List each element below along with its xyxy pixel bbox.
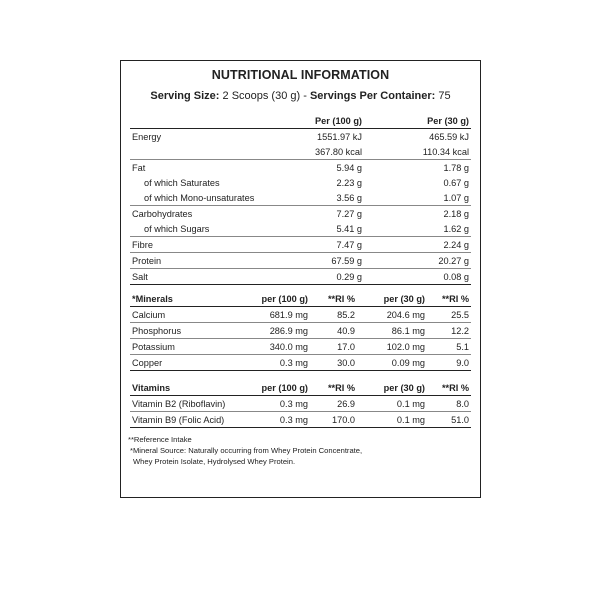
nutrient-name [130,144,260,160]
nutrient-name: Protein [130,253,260,269]
nutrition-header-cell [130,113,260,129]
table-row [130,323,471,339]
vitamins-header-cell: **RI % [310,380,357,396]
ri-percent-30g: 5.1 [427,339,471,355]
item-name: Phosphorus [130,323,244,339]
value-per-30g: 0.67 g [443,177,469,188]
item-name: Vitamin B9 (Folic Acid) [130,412,244,428]
vitamins-header-cell: per (30 g) [357,380,427,396]
item-name: Copper [130,355,244,371]
nutrient-name: Salt [130,269,260,285]
value-per-100g: 7.27 g [336,208,362,219]
minerals-header-cell: per (30 g) [357,291,427,307]
footnote-reference-intake: **Reference Intake [128,435,192,444]
table-row [130,221,471,237]
value-per-30g: 20.27 g [364,253,471,269]
nutrient-name: of which Saturates [144,177,220,188]
ri-percent-30g: 51.0 [427,412,471,428]
value-per-100g: 5.41 g [260,221,364,237]
value-per-100g: 286.9 mg [244,323,310,339]
value-per-100g: 5.94 g [336,162,362,173]
value-per-100g: 2.23 g [336,177,362,188]
table-row [130,396,471,412]
vitamins-header-cell: **RI % [427,380,471,396]
table-row [130,253,471,269]
table-row [130,412,471,428]
value-per-30g: 110.34 kcal [364,144,471,160]
value-per-100g: 7.47 g [260,237,364,253]
table-row [130,237,471,253]
value-per-100g: 681.9 mg [244,307,310,323]
value-per-100g: 0.29 g [260,269,364,285]
item-name: Vitamin B2 (Riboflavin) [130,396,244,412]
table-row [130,175,471,190]
table-row [130,355,471,371]
nutrition-header-cell: Per (30 g) [364,113,471,129]
item-name: Calcium [130,307,244,323]
value-per-100g: 67.59 g [260,253,364,269]
value-per-100g: 0.3 mg [244,355,310,371]
nutrition-header-cell: Per (100 g) [260,113,364,129]
value-per-30g: 1.78 g [443,162,469,173]
ri-percent-100g: 170.0 [310,412,357,428]
nutrient-name: Carbohydrates [132,208,193,219]
minerals-header-cell: **RI % [427,291,471,307]
minerals-header-cell: *Minerals [130,291,244,307]
table-row [130,160,471,176]
minerals-header-row [130,291,471,307]
value-per-100g: 340.0 mg [244,339,310,355]
ri-percent-30g: 12.2 [427,323,471,339]
value-per-30g: 1.07 g [364,190,471,206]
serving-dash: - [303,90,307,102]
nutrition-label-panel [120,60,481,498]
value-per-30g: 465.59 kJ [429,131,469,142]
value-per-30g: 2.18 g [443,208,469,219]
value-per-30g: 86.1 mg [357,323,427,339]
serving-line [121,90,480,102]
minerals-header-cell: per (100 g) [244,291,310,307]
table-row [130,206,471,222]
nutrient-name: Fat [132,162,146,173]
nutrition-table [130,113,471,285]
vitamins-table [130,380,471,428]
footnote-mineral-source-line2: Whey Protein Isolate, Hydrolysed Whey Protein. [133,457,296,466]
value-per-30g: 0.09 mg [357,355,427,371]
nutrient-name: Fibre [130,237,260,253]
table-row [130,190,471,206]
ri-percent-30g: 9.0 [427,355,471,371]
label-title: NUTRITIONAL INFORMATION [211,68,390,82]
ri-percent-30g: 8.0 [427,396,471,412]
table-row [130,144,471,160]
ri-percent-100g: 17.0 [310,339,357,355]
nutrient-name: of which Sugars [130,221,260,237]
value-per-30g: 0.1 mg [357,412,427,428]
ri-percent-100g: 30.0 [310,355,357,371]
vitamins-header-cell: Vitamins [130,380,244,396]
nutrient-name: Energy [132,131,162,142]
value-per-100g: 0.3 mg [244,396,310,412]
serving-size-label: Serving Size: [150,90,220,102]
item-name: Potassium [130,339,244,355]
value-per-30g: 0.1 mg [357,396,427,412]
value-per-30g: 1.62 g [364,221,471,237]
footnote-mineral-source-line1: *Mineral Source: Naturally occurring from Whey Protein Concentrate, [130,446,363,455]
table-row [130,307,471,323]
value-per-30g: 204.6 mg [357,307,427,323]
value-per-100g: 3.56 g [260,190,364,206]
value-per-30g: 0.08 g [364,269,471,285]
servings-per-container-label: Servings Per Container: [309,90,436,102]
value-per-30g: 102.0 mg [357,339,427,355]
minerals-header-cell: **RI % [310,291,357,307]
table-row [130,269,471,285]
value-per-100g: 367.80 kcal [260,144,364,160]
nutrient-name: of which Mono-unsaturates [130,190,260,206]
table-row [130,129,471,145]
ri-percent-100g: 85.2 [310,307,357,323]
table-row [130,339,471,355]
nutrition-header-row [130,113,471,129]
servings-per-container-value: 75 [438,90,451,102]
minerals-table [130,291,471,371]
value-per-100g: 0.3 mg [244,412,310,428]
vitamins-header-cell: per (100 g) [244,380,310,396]
serving-size-value: 2 Scoops (30 g) [222,90,301,102]
ri-percent-30g: 25.5 [427,307,471,323]
value-per-30g: 2.24 g [364,237,471,253]
value-per-100g: 1551.97 kJ [317,131,362,142]
ri-percent-100g: 40.9 [310,323,357,339]
ri-percent-100g: 26.9 [310,396,357,412]
vitamins-header-row [130,380,471,396]
